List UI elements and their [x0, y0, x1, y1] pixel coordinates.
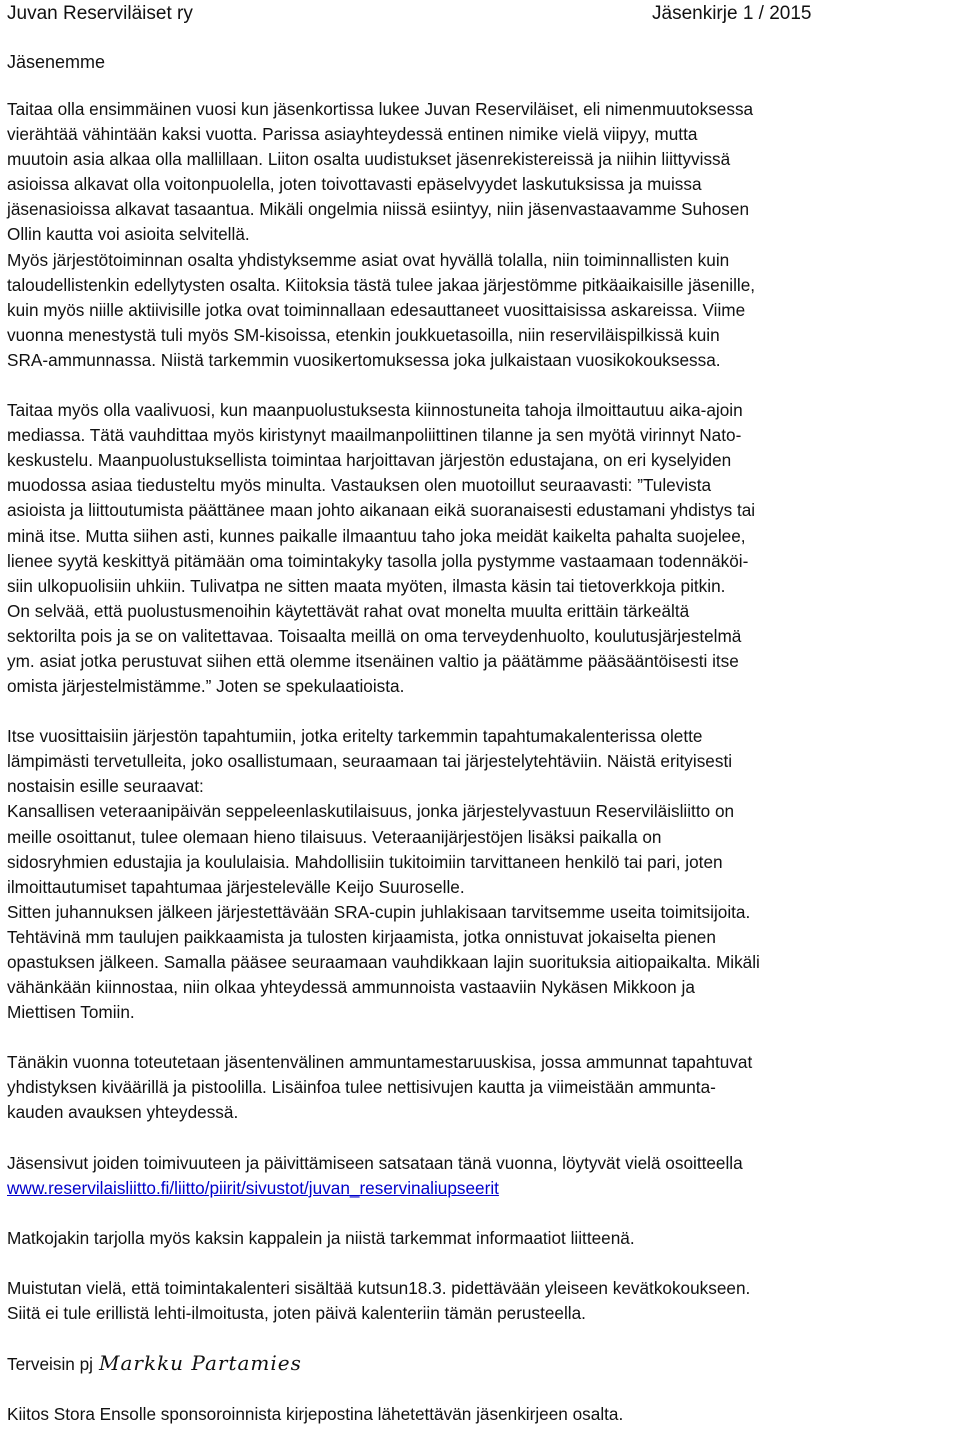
paragraph-events: Itse vuosittaisiin järjestön tapahtumiin, jotka eritelty tarkemmin tapahtumakalenterissa olette lämpimästi tervetulleita, joko osallistumaan, seuraamaan tai järjestelytehtäviin. Näistä erityisesti nostaisin esille seuraavat: Kansallisen veteraanipäivän seppeleenlaskutilaisuus, jonka järjestelyvastuun Reserviläisliitto on meille osoittanut, tulee olemaan hieno tilaisuus. Veteraanijärjestöjen lisäksi paikalla on sidosryhmien edustajia ja koululaisia. Mahdollisiin tukitoimiin tarvittaneen henkilö tai pari, joten ilmoittautumiset tapahtumaa järjestelevälle Keijo Suuroselle. Sitten juhannuksen jälkeen järjestettävään SRA-cupin juhlakisaan tarvitsemme useita toimitsijoita. Tehtävinä mm taulujen paikkaamista ja tulosten kirjaamista, jotka onnistuvat jokaiselta pienen opastuksen jälkeen. Samalla pääsee seuraamaan vauhdikkaan lajin suorituksia aitiopaikalta. Mikäli vähänkään kiinnostaa, niin olkaa yhteydessä ammunnoista vastaaviin Nykäsen Mikkoon ja Miettisen Tomiin. [7, 726, 760, 1023]
signature: Markku Partamies [98, 1351, 302, 1376]
website-link[interactable]: www.reservilaisliitto.fi/liitto/piirit/sivustot/juvan_reservinaliupseerit [7, 1177, 499, 1198]
paragraph-members: Taitaa olla ensimmäinen vuosi kun jäsenkortissa lukee Juvan Reserviläiset, eli nimenmuutoksessa vierähtää vähintään kaksi vuotta. Parissa asiayhteydessä entinen nimike vielä viipyy, mutta muutoin asia alkaa olla mallillaan. Liiton osalta uudistukset jäsenrekistereissä ja niihin liittyvissä asioissa alkavat olla voitonpuolella, joten toivottavasti epäselvyydet laskutuksissa ja muissa jäsenasioissa alkavat tasaantua. Mikäli ongelmia niissä esiintyy, niin jäsenvastaavamme Suhosen Ollin kautta voi asioita selvitellä. Myös järjestötoiminnan osalta yhdistyksemme asiat ovat hyvällä tolalla, niin toiminnallisten kuin taloudellistenkin edellytysten osalta. Kiitoksia tästä tulee jakaa järjestömme pitkäaikaisille jäsenille, kuin myös niille aktiivisille jotka ovat toiminnallaan edesauttaneet vuosittaisissa askareissa. Viime vuonna menestystä tuli myös SM-kisoissa, etenkin joukkuetasoilla, niin reserviläispilkissä kuin SRA-ammunnassa. Niistä tarkemmin vuosikertomuksessa joka julkaistaan vuosikokouksessa. [7, 99, 756, 370]
paragraph-website [7, 1151, 957, 1201]
issue-label: Jäsenkirje 1 / 2015 [652, 3, 812, 24]
paragraph-election: Taitaa myös olla vaalivuosi, kun maanpuolustuksesta kiinnostuneita tahoja ilmoittautuu aika-ajoin mediassa. Tätä vauhdittaa myös kiristynyt maailmanpoliittinen tilanne ja sen myötä virinnyt Nato- keskustelu. Maanpuolustuksellista toimintaa harjoittavan järjestön edustajana, on eri kyselyiden muodossa asiaa tiedusteltu myös minulta. Vastauksen olen muotoillut seuraavasti: ”Tulevista asioista ja liittoutumista päättänee maan johto aikanaan eikä suoranaisesti edustamani yhdistys tai minä itse. Mutta siihen asti, kunnes paikalle ilmaantuu taho joka meidät kaikelta pahalta suojelee, lienee syytä keskittyä pitämään oma toimintakyky tasolla jolla pystymme vastaamaan todennäköi- siin ulkopuolisiin uhkiin. Tulivatpa ne sitten maata myöten, ilmasta käsin tai tietoverkkoja pitkin. On selvää, että puolustusmenoihin käytettävät rahat ovat monelta muulta erittäin tärkeältä sektorilta pois ja se on valitettavaa. Toisaalta meillä on oma terveydenhuolto, koulutusjärjestelmä ym. asiat jotka perustuvat siihen että olemme itsenäinen valtio ja päätämme pääsääntöisesti itse omista järjestelmistämme.” Joten se spekulaatioista. [7, 400, 756, 697]
paragraph-reminder: Muistutan vielä, että toimintakalenteri sisältää kutsun18.3. pidettävään yleiseen kevätkokoukseen. Siitä ei tule erillistä lehti-ilmoitusta, joten päivä kalenteriin tämän perusteella. [7, 1277, 751, 1323]
paragraph-shooting: Tänäkin vuonna toteutetaan jäsentenvälinen ammuntamestaruuskisa, jossa ammunnat tapahtuvat yhdistyksen kiväärillä ja pistoolilla. Lisäinfoa tulee nettisivujen kautta ja viimeistään ammunta- kauden avauksen yhteydessä. [7, 1052, 753, 1123]
organization-name: Juvan Reserviläiset ry [7, 3, 193, 24]
paragraph-travel: Matkojakin tarjolla myös kaksin kappalein ja niistä tarkemmat informaatiot liitteenä. [7, 1227, 635, 1248]
letter-page [7, 0, 955, 1425]
signature-row [7, 1351, 957, 1377]
paragraph-sponsor: Kiitos Stora Ensolle sponsoroinnista kirjepostina lähetettävän jäsenkirjeen osalta. [7, 1404, 624, 1425]
letter-body [7, 97, 957, 1427]
letter-header [7, 0, 955, 32]
greeting: Terveisin pj [7, 1354, 93, 1375]
website-text: Jäsensivut joiden toimivuuteen ja päivittämiseen satsataan tänä vuonna, löytyvät vielä osoitteella [7, 1152, 743, 1173]
section-title: Jäsenemme [7, 52, 106, 72]
